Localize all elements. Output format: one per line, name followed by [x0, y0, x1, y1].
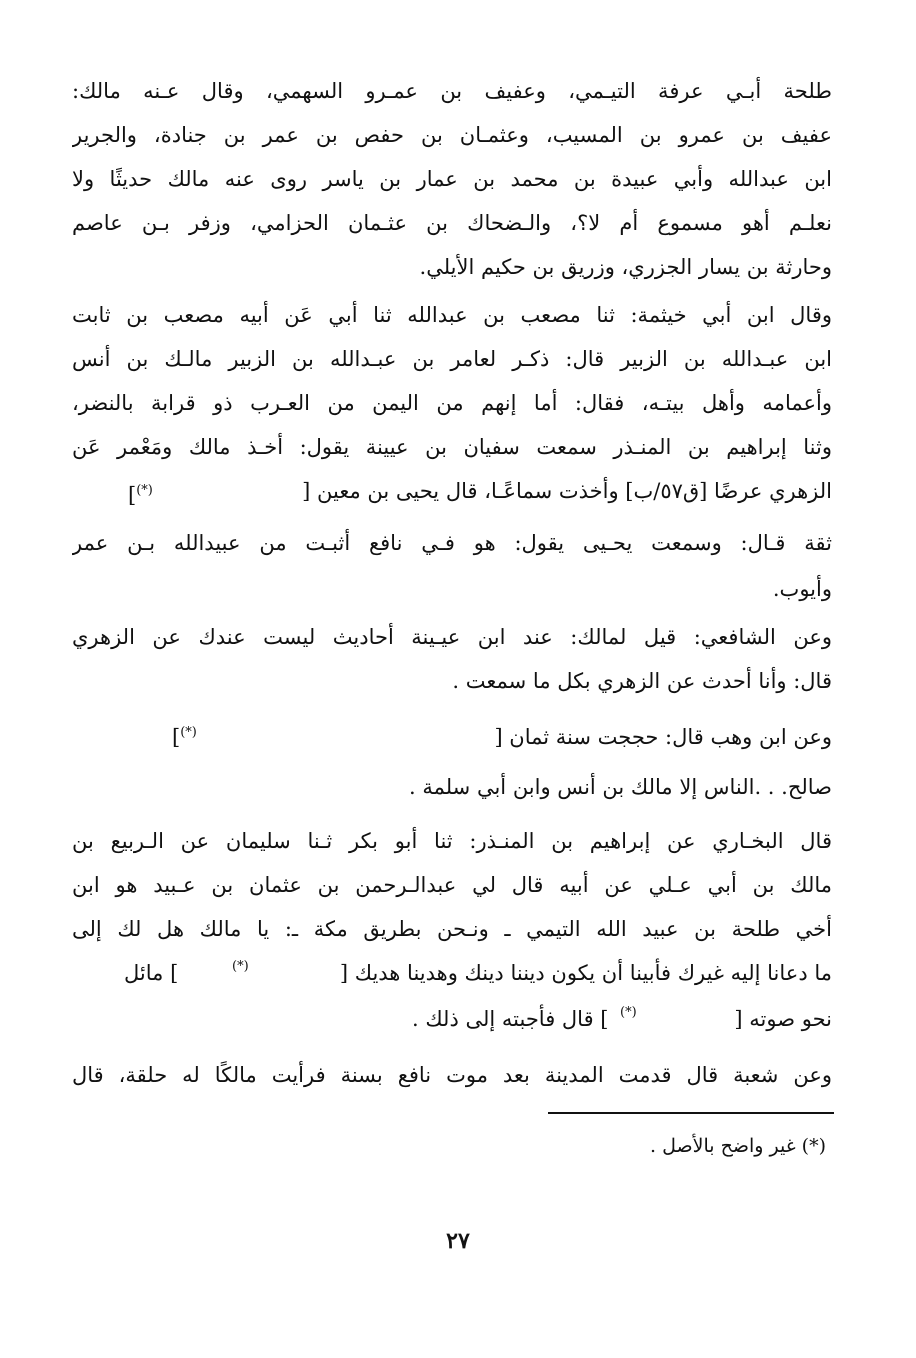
text-line-10-end	[128, 476, 153, 510]
text-line-2: عفيف بن عمرو بن المسيب، وعثمـان بن حفص بن عمر بن جنادة، والجرير	[72, 123, 832, 147]
text-line-17: قال البخـاري عن إبراهيم بن المنـذر: ثنا أبو بكر ثـنا سليمان عن الـربيع بن	[72, 829, 832, 853]
bracket-close-2: ]	[172, 725, 181, 749]
text-line-4: نعلـم أهو مسموع أم لا؟، والـضحاك بن عثـمان الحزامي، وزفر بـن عاصم	[72, 211, 832, 235]
text-line-12: وأيوب.	[772, 577, 832, 601]
footnote-marker-2: (*)	[180, 725, 197, 740]
bracket-close-4-text: ] قال فأجبته إلى ذلك .	[412, 1007, 609, 1031]
text-line-18: مالك بن أبي عـلي عن أبيه قال لي عبدالـرحمن بن عثمان بن عـبيد هو ابن	[72, 873, 832, 897]
text-line-20-end	[124, 958, 178, 988]
text-line-7: ابن عبـدالله بن الزبير قال: ذكـر لعامر بن عبـدالله بن الزبير مالـك بن أنس	[72, 347, 832, 371]
text-line-16: صالح. . .الناس إلا مالك بن أنس وابن أبي سلمة .	[408, 775, 832, 799]
text-line-20-start: ما دعانا إليه غيرك فأبينا أن يكون ديننا دينك وهدينا هديك [	[339, 961, 832, 985]
footnote-marker-3: (*)	[232, 959, 249, 974]
text-line-10-start: الزهري عرضًا [ق٥٧/ب] وأخذت سماعًـا، قال يحيى بن معين [	[302, 479, 832, 503]
text-line-5: وحارثة بن يسار الجزري، وزريق بن حكيم الأيلي.	[419, 255, 832, 279]
text-line-1: طلحة أبـي عرفة التيـمي، وعفيف بن عمـرو السهمي، وقال عـنه مالك:	[72, 79, 832, 103]
text-line-21-start: نحو صوته [	[734, 1007, 832, 1031]
bracket-close-1: ]	[128, 483, 137, 507]
text-line-13: وعن الشافعي: قيل لمالك: عند ابن عيـينة أحاديث ليست عندك عن الزهري	[72, 625, 832, 649]
text-line-11: ثقة قـال: وسمعت يحـيى يقول: هو فـي نافع أثبـت من عبيدالله بـن عمر	[72, 531, 832, 555]
page-number: ٢٧	[446, 1228, 470, 1254]
text-line-15-end	[172, 718, 197, 752]
text-line-8: وأعمامه وأهل بيتـه، فقال: أما إنهم من اليمن من العـرب ذو قرابة بالنضر،	[72, 391, 832, 415]
footnote-marker-1: (*)	[136, 483, 153, 498]
text-line-6: وقال ابن أبي خيثمة: ثنا مصعب بن عبدالله ثنا أبي عَن أبيه مصعب بن ثابت	[72, 303, 832, 327]
footnote-marker-4-wrap	[620, 998, 637, 1032]
bracket-close-3: ] مائل	[124, 961, 179, 985]
footnote-marker-3-wrap	[232, 952, 249, 986]
footnote-text: (*) غير واضح بالأصل .	[650, 1135, 826, 1157]
footnote-marker-4: (*)	[620, 1005, 637, 1020]
text-line-14: قال: وأنا أحدث عن الزهري بكل ما سمعت .	[452, 669, 832, 693]
text-line-9: وثنا إبراهيم بن المنـذر سمعت سفيان بن عيينة يقول: أخـذ مالك ومَعْمر عَن	[72, 435, 832, 459]
text-line-3: ابن عبدالله وأبي عبيدة بن محمد بن عمار بن ياسر روى عنه مالك حديثًا ولا	[72, 167, 832, 191]
text-line-15-start: وعن ابن وهب قال: حججت سنة ثمان [	[494, 725, 832, 749]
footnote-divider	[548, 1112, 834, 1114]
text-line-22: وعن شعبة قال قدمت المدينة بعد موت نافع بسنة فرأيت مالكًا له حلقة، قال	[72, 1063, 832, 1087]
text-line-21-end	[412, 1004, 608, 1034]
text-line-19: أخي طلحة بن عبيد الله التيمي ـ ونـحن بطريق مكة ـ: يا مالك هل لك إلى	[72, 917, 832, 941]
